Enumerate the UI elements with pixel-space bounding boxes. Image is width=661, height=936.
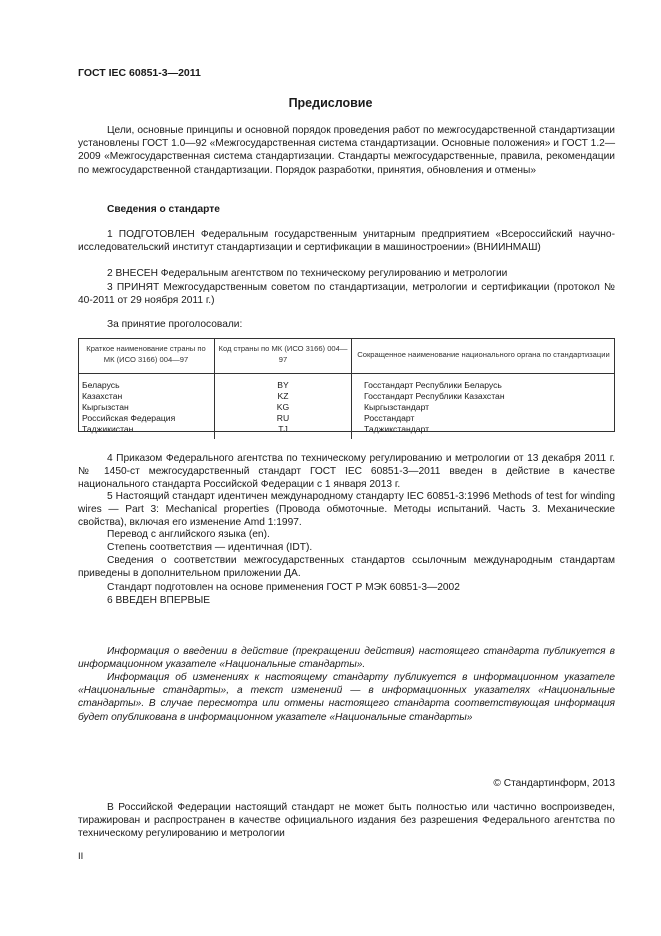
item-2: 2 ВНЕСЕН Федеральным агентством по техническому регулированию и метрологии (107, 268, 508, 279)
reproduction-notice: В Российской Федерации настоящий стандарт не может быть полностью или частично воспроизведен, тиражирован и распространен в качестве официального издания без разрешения Федерального агентства по техническому регулированию и метрологии (78, 802, 615, 840)
info-paragraph-2: Информация об изменениях к настоящему стандарту публикуется в информационном указателе «Национальные стандарты», а текст изменений — в информационных указателях «Национальные стандарты». В случае пересмотра или отмены настоящего стандарта соответствующая информация будет опубликована в информационном указателе «Национальные стандарты» (78, 672, 615, 723)
body-cell: Кыргызстандарт (364, 402, 430, 412)
body-cell: Росстандарт (364, 413, 415, 423)
item-5: 5 Настоящий стандарт идентичен международному стандарту IEC 60851-3:1996 Methods of test for winding wires — Part 3: Mechanical properties (Провода обмоточные. Методы испытаний. Часть 3. Механические свойства), включая его изменение Amd 1:1997. (78, 491, 615, 529)
item-1: 1 ПОДГОТОВЛЕН Федеральным государственным унитарным предприятием «Всероссийский научно-исследовательский институт стандартизации и сертификации в машиностроении» (ВНИИНМАШ) (78, 229, 615, 254)
table-row (78, 374, 615, 392)
body-cell: Госстандарт Республики Беларусь (364, 380, 502, 390)
body-cell: Таджикстандарт (364, 424, 430, 434)
item-3: 3 ПРИНЯТ Межгосударственным советом по стандартизации, метрологии и сертификации (протокол № 40-2011 от 29 ноября 2011 г.) (78, 282, 615, 307)
item-6: 6 ВВЕДЕН ВПЕРВЫЕ (107, 595, 211, 606)
intro-paragraph: Цели, основные принципы и основной порядок проведения работ по межгосударственной стандартизации установлены ГОСТ 1.0—92 «Межгосударственная система стандартизации. Основные положения» и ГОСТ 1.2—2009 «Межгосударственная система стандартизации. Стандарты межгосударственные, правила, рекомендации по межгосударственной стандартизации. Порядок разработки, принятия, обновления и отмены» (78, 125, 616, 176)
info-paragraph-1: Информация о введении в действие (прекращении действия) настоящего стандарта публикуется в информационном указателе «Национальные стандарты». (78, 646, 615, 671)
references-note: Сведения о соответствии межгосударственных стандартов ссылочным международным стандартам приведены в дополнительном приложении ДА. (78, 555, 615, 580)
table-row (78, 391, 615, 402)
code-cell: RU (215, 413, 352, 424)
document-header: ГОСТ IEC 60851-3—2011 (78, 67, 201, 79)
code-cell: TJ (215, 424, 352, 439)
section-title: Сведения о стандарте (107, 204, 220, 215)
table-row (78, 424, 615, 439)
country-cell: Таджикистан (78, 424, 215, 439)
code-cell: KZ (215, 391, 352, 402)
votes-intro: За принятие проголосовали: (107, 319, 243, 330)
item-4: 4 Приказом Федерального агентства по техническому регулированию и метрологии от 13 декабря 2011 г. № 1450-ст межгосударственный стандарт ГОСТ IEC 60851-3—2011 введен в действие в качестве национального стандарта Российской Федерации с 1 января 2013 г. (78, 453, 615, 491)
code-cell: KG (215, 402, 352, 413)
table-header-row (78, 338, 615, 374)
body-cell: Госстандарт Республики Казахстан (364, 391, 505, 401)
table-header-code: Код страны по МК (ИСО 3166) 004—97 (215, 338, 352, 374)
country-cell: Российская Федерация (78, 413, 215, 424)
table-header-country: Краткое наименование страны по МК (ИСО 3166) 004—97 (78, 338, 215, 374)
degree-note: Степень соответствия — идентичная (IDT). (107, 542, 313, 553)
translation-note: Перевод с английского языка (en). (107, 529, 270, 540)
page-title: Предисловие (288, 96, 373, 110)
copyright: © Стандартинформ, 2013 (493, 778, 615, 789)
country-cell: Беларусь (78, 374, 215, 392)
table-header-body: Сокращенное наименование национального органа по стандартизации (352, 338, 616, 374)
page-number: II (78, 851, 84, 862)
country-cell: Казахстан (78, 391, 215, 402)
country-cell: Кыргызстан (78, 402, 215, 413)
code-cell: BY (215, 374, 352, 392)
table-row (78, 402, 615, 413)
votes-table (78, 338, 615, 439)
table-row (78, 413, 615, 424)
prepared-note: Стандарт подготовлен на основе применения ГОСТ Р МЭК 60851-3—2002 (107, 582, 460, 593)
